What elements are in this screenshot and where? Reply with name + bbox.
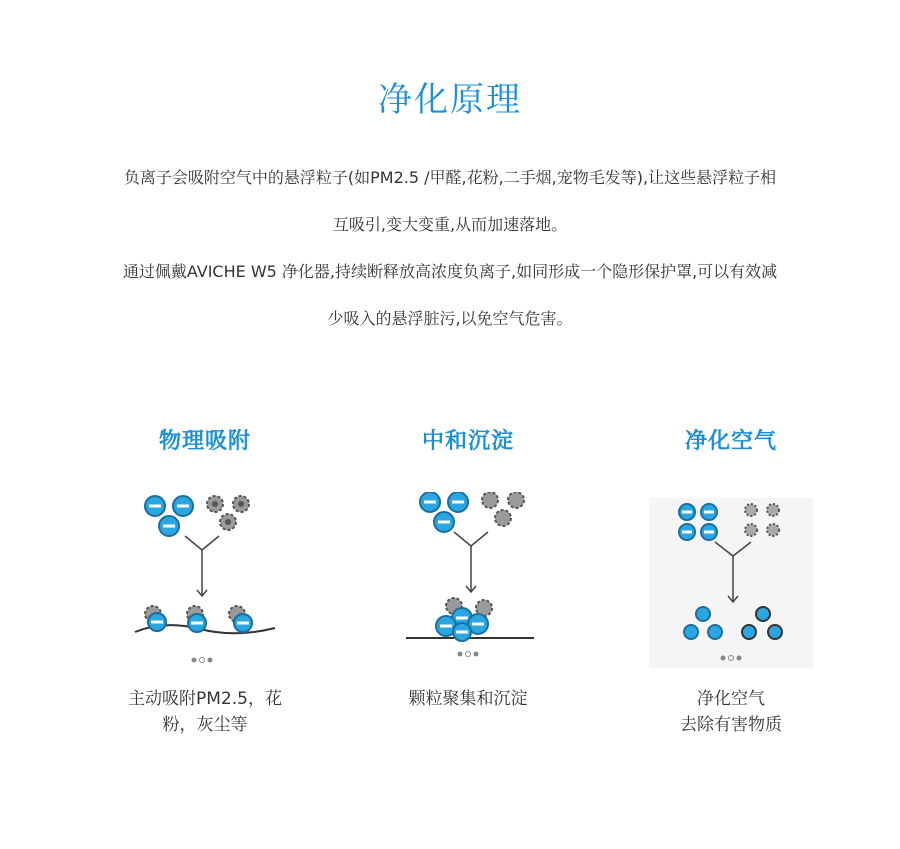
purify-diagram [649, 492, 813, 672]
negative-ion-icon [188, 614, 206, 632]
step-neutralize-settle [343, 420, 593, 712]
step-caption [343, 686, 593, 712]
intro-line: 通过佩戴AVICHE W5 净化器,持续断释放高浓度负离子,如同形成一个隐形保护罩,可以有效减 [122, 262, 778, 281]
step-caption [80, 686, 330, 738]
particle-icon [495, 510, 511, 526]
intro-text [60, 154, 840, 342]
caption-line: 去除有害物质 [680, 715, 782, 735]
particle-icon [745, 504, 757, 516]
intro-line: 负离子会吸附空气中的悬浮粒子(如PM2.5 /甲醛,花粉,二手烟,宠物毛发等),让这些悬浮粒子相 [123, 168, 777, 187]
step-physical-adsorption [80, 420, 330, 738]
particle-icon [508, 492, 524, 508]
particle-icon [207, 496, 223, 512]
page-title: 净化原理 [378, 80, 522, 120]
merge-arrow-icon [454, 532, 488, 592]
negative-ion-icon [701, 524, 717, 540]
negative-ion-icon [679, 524, 695, 540]
negative-ion-icon [701, 504, 717, 520]
negative-ion-icon [420, 492, 440, 512]
negative-ion-icon [756, 607, 770, 621]
merge-arrow-icon [185, 536, 219, 596]
step-title: 净化空气 [684, 429, 777, 454]
negative-ion-icon [768, 625, 782, 639]
step-title: 中和沉淀 [421, 429, 514, 454]
negative-ion-icon [159, 516, 179, 536]
particle-icon [767, 524, 779, 536]
negative-ion-icon [684, 625, 698, 639]
particle-icon [233, 496, 249, 512]
negative-ion-icon [742, 625, 756, 639]
particle-icon [220, 514, 236, 530]
caption-line: 主动吸附PM2.5，花 [128, 689, 282, 709]
negative-ion-icon [453, 623, 471, 641]
negative-ion-icon [173, 496, 193, 516]
particle-icon [767, 504, 779, 516]
caption-line: 净化空气 [697, 689, 765, 709]
caption-line: 粉，灰尘等 [162, 715, 248, 735]
negative-ion-icon [148, 613, 166, 631]
negative-ion-icon [696, 607, 710, 621]
settle-diagram [388, 492, 548, 672]
caption-line: 颗粒聚集和沉淀 [408, 689, 528, 709]
step-purify-air [606, 420, 856, 738]
negative-ion-icon [679, 504, 695, 520]
step-caption [606, 686, 856, 738]
pagination-dots-icon [458, 652, 479, 657]
intro-line: 少吸入的悬浮脏污,以免空气危害。 [327, 309, 573, 328]
negative-ion-icon [448, 492, 468, 512]
negative-ion-icon [145, 496, 165, 516]
adsorption-diagram [125, 492, 285, 672]
pagination-dots-icon [192, 658, 213, 663]
particle-icon [482, 492, 498, 508]
negative-ion-icon [708, 625, 722, 639]
negative-ion-icon [434, 512, 454, 532]
negative-ion-icon [234, 614, 252, 632]
step-title: 物理吸附 [158, 429, 251, 454]
particle-icon [745, 524, 757, 536]
intro-line: 互吸引,变大变重,从而加速落地。 [332, 215, 568, 234]
